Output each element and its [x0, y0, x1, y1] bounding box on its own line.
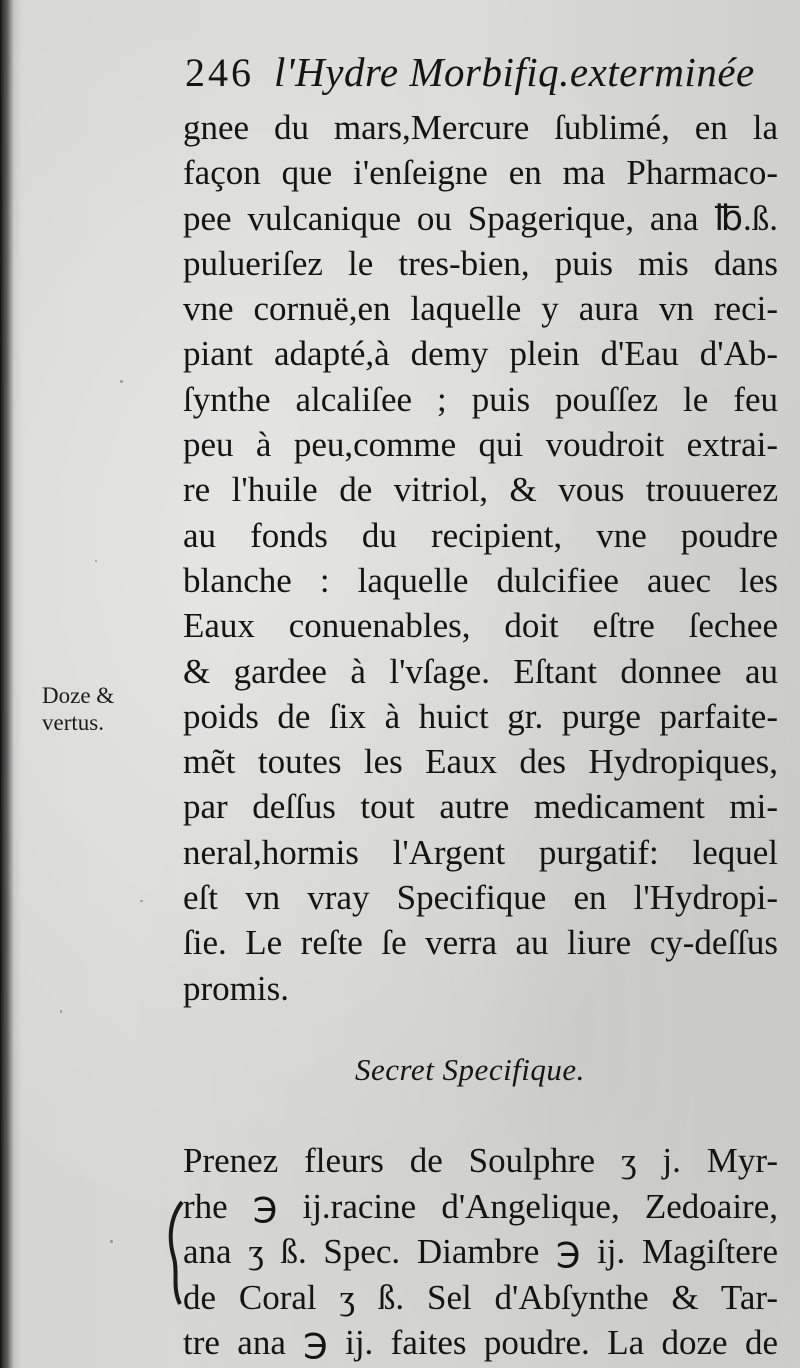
recipe-text-block: [183, 1138, 778, 1366]
text-line: peu à peu,comme qui voudroit extrai-: [183, 425, 778, 465]
paper-speck: [60, 1010, 62, 1013]
text-line: au fonds du recipient, vne poudre: [183, 515, 778, 555]
text-line: eſt vn vray Specifique en l'Hydropi-: [183, 878, 778, 918]
margin-note-line: vertus.: [42, 710, 104, 735]
text-line: vne cornuë,en laquelle y aura vn reci-: [183, 289, 778, 329]
text-line: & gardee à l'vſage. Eſtant donnee au: [183, 651, 778, 691]
page-number: 246: [185, 50, 254, 95]
text-line: gnee du mars,Mercure ſublimé, en la: [183, 108, 778, 147]
text-line: promis.: [183, 968, 289, 1008]
text-line: poids de ſix à huict gr. purge parfaite-: [183, 696, 778, 736]
text-line: par deſſus tout autre medicament mi-: [183, 787, 778, 827]
running-title: l'Hydre Morbifiq.exterminée: [274, 49, 755, 95]
page-header: [185, 48, 775, 108]
text-line: pee vulcanique ou Spagerique, ana ℔.ß.: [183, 198, 778, 238]
margin-note-line: Doze &: [42, 683, 115, 708]
paper-speck: [120, 380, 123, 383]
text-line: de Coral ʒ ß. Sel d'Abſynthe & Tar-: [183, 1277, 778, 1317]
paper-speck: [110, 1240, 113, 1243]
text-line: pulueriſez le tres-bien, puis mis dans: [183, 243, 778, 283]
margin-note: [42, 682, 152, 736]
text-line: re l'huile de vitriol, & vous trouuerez: [183, 470, 778, 510]
text-line: neral,hormis l'Argent purgatif: lequel: [183, 832, 778, 872]
text-line: blanche : laquelle dulcifiee auec les: [183, 560, 778, 600]
text-line: tre ana ℈ ij. faites poudre. La doze de: [183, 1323, 778, 1362]
text-line: mẽt toutes les Eaux des Hydropiques,: [183, 742, 778, 782]
text-line: ſie. Le reſte ſe verra au liure cy-deſſus: [183, 923, 778, 963]
text-line: ſynthe alcaliſee ; puis pouſſez le feu: [183, 379, 778, 419]
text-line: Eaux conuenables, doit eſtre ſechee: [183, 606, 778, 646]
text-line: façon que i'enſeigne en ma Pharmaco-: [183, 153, 778, 193]
text-line: Prenez fleurs de Soulphre ʒ j. Myr-: [183, 1141, 778, 1180]
paper-speck: [140, 900, 143, 902]
text-line: rhe ℈ ij.racine d'Angelique, Zedoaire,: [183, 1186, 778, 1226]
text-line: ana ʒ ß. Spec. Diambre ℈ ij. Magiſtere: [183, 1232, 778, 1271]
paper-speck: [95, 560, 97, 562]
section-heading: Secret Specifique.: [355, 1052, 585, 1087]
main-text-block: [183, 105, 778, 1011]
text-line: piant adapté,à demy plein d'Eau d'Ab-: [183, 334, 778, 374]
binding-gutter-shadow: [0, 0, 14, 1368]
